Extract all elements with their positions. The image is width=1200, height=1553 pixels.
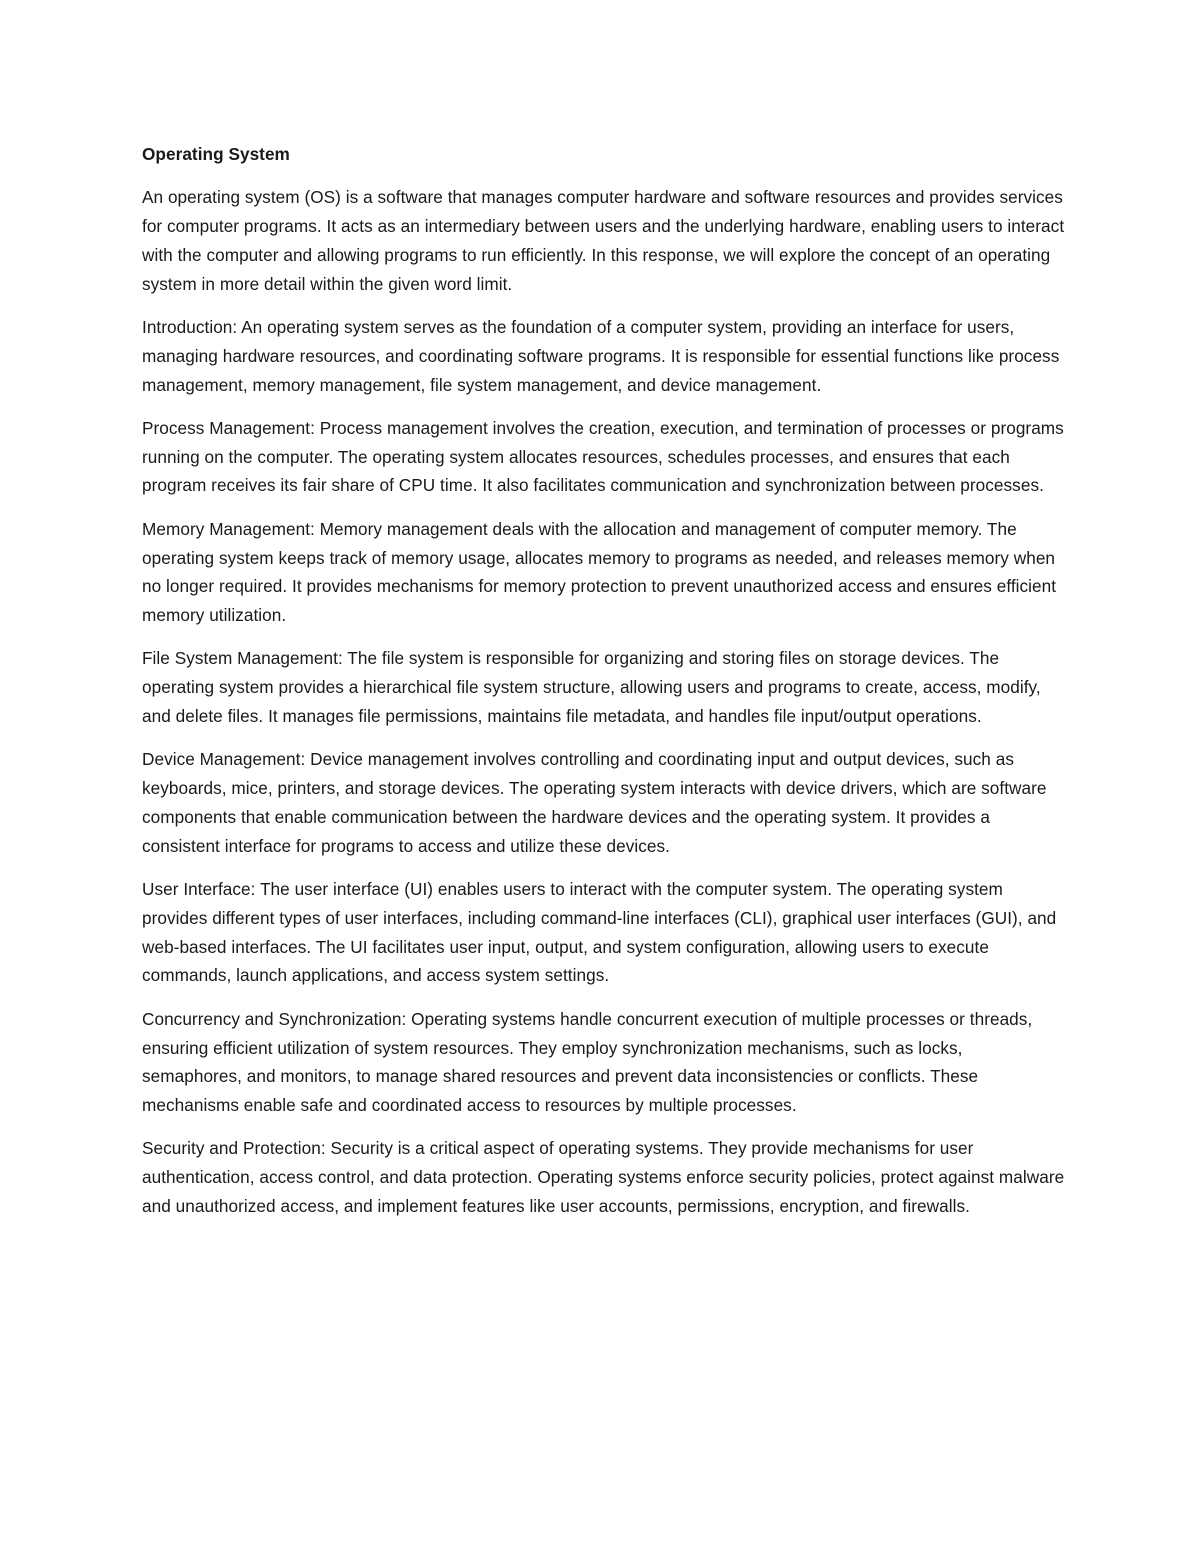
paragraph-process-management: Process Management: Process management involves the creation, execution, and termination of processes or programs running on the computer. The operating system allocates resources, schedules processes, and ensures that each program receives its fair share of CPU time. It also facilitates communication and synchronization between processes.	[142, 417, 1064, 496]
paragraph-user-interface: User Interface: The user interface (UI) enables users to interact with the computer system. The operating system provides different types of user interfaces, including command-line interfaces (CLI), graphical user interfaces (GUI), and web-based interfaces. The UI facilitates user input, output, and system configuration, allowing users to execute commands, launch applications, and access system settings.	[142, 879, 1057, 986]
document-body	[142, 140, 1067, 1235]
document-title: Operating System	[142, 144, 290, 164]
paragraph-memory-management: Memory Management: Memory management deals with the allocation and management of computer memory. The operating system keeps track of memory usage, allocates memory to programs as needed, and releases memory when no longer required. It provides mechanisms for memory protection to prevent unauthorized access and ensures efficient memory utilization.	[142, 518, 1057, 626]
paragraph-concurrency-synchronization: Concurrency and Synchronization: Operating systems handle concurrent execution of multiple processes or threads, ensuring efficient utilization of system resources. They employ synchronization mechanisms, such as locks, semaphores, and monitors, to manage shared resources and prevent data inconsistencies or conflicts. These mechanisms enable safe and coordinated access to resources by multiple processes.	[142, 1008, 1033, 1116]
paragraph-introduction: Introduction: An operating system serves as the foundation of a computer system, providing an interface for users, managing hardware resources, and coordinating software programs. It is responsible for essential functions like process management, memory management, file system management, and device management.	[142, 316, 1060, 395]
paragraph-device-management: Device Management: Device management involves controlling and coordinating input and output devices, such as keyboards, mice, printers, and storage devices. The operating system interacts with device drivers, which are software components that enable communication between the hardware devices and the operating system. It provides a consistent interface for programs to access and utilize these devices.	[142, 749, 1047, 856]
paragraph-file-system-management: File System Management: The file system is responsible for organizing and storing files on storage devices. The operating system provides a hierarchical file system structure, allowing users and programs to create, access, modify, and delete files. It manages file permissions, maintains file metadata, and handles file input/output operations.	[142, 648, 1041, 727]
paragraph-overview: An operating system (OS) is a software that manages computer hardware and software resources and provides services for computer programs. It acts as an intermediary between users and the underlying hardware, enabling users to interact with the computer and allowing programs to run efficiently. In this response, we will explore the concept of an operating system in more detail within the given word limit.	[142, 187, 1065, 294]
paragraph-security-protection: Security and Protection: Security is a critical aspect of operating systems. They provide mechanisms for user authentication, access control, and data protection. Operating systems enforce security policies, protect against malware and unauthorized access, and implement features like user accounts, permissions, encryption, and firewalls.	[142, 1138, 1065, 1216]
